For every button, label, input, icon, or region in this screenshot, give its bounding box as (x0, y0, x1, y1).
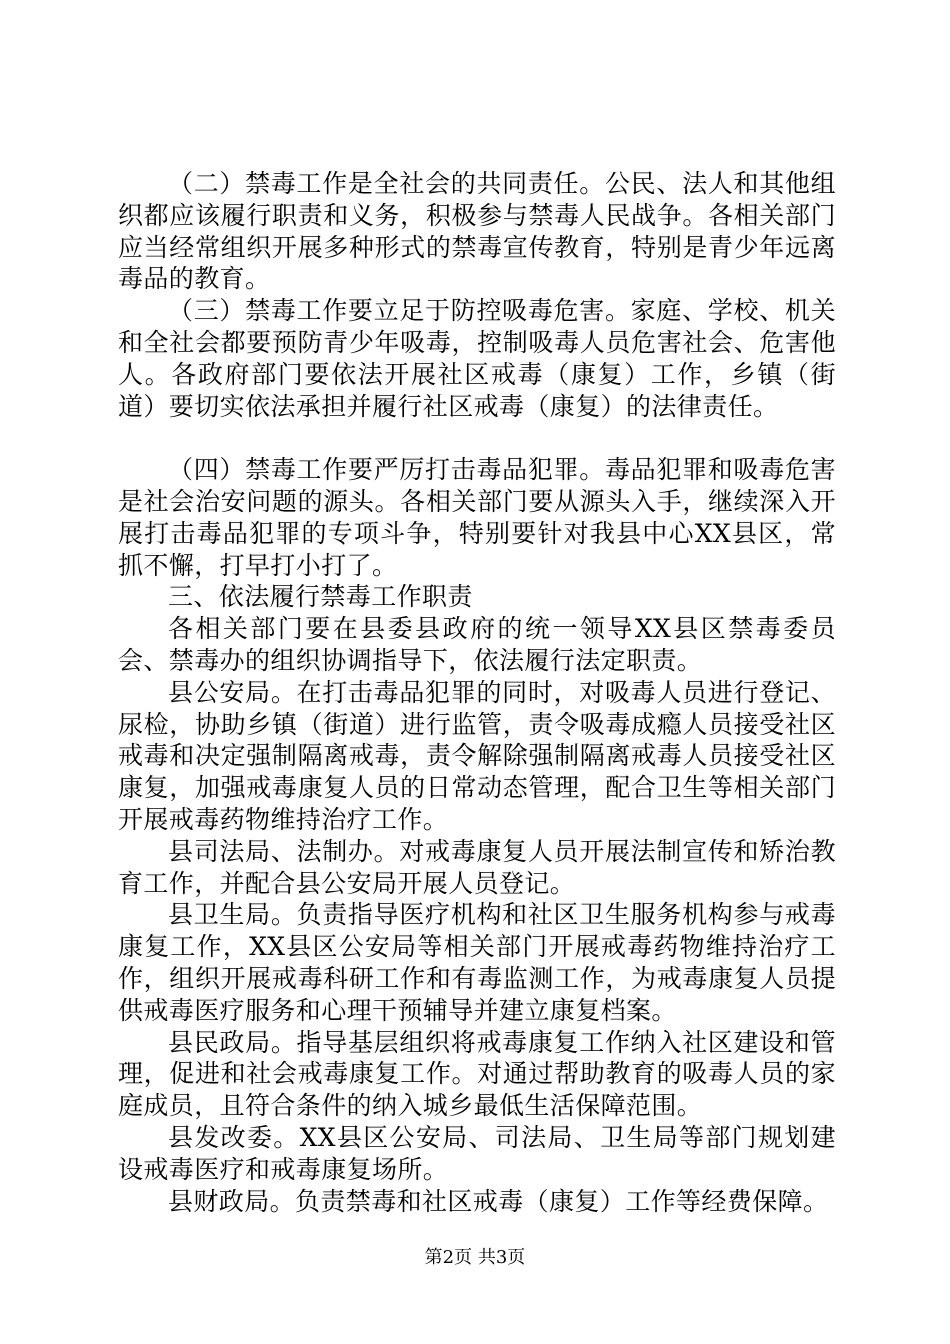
paragraph-finance: 县财政局。负责禁毒和社区戒毒（康复）工作等经费保障。 (168, 1186, 829, 1216)
page-number: 第2页 共3页 (424, 1247, 526, 1268)
paragraph-duties-intro: 各相关部门要在县委县政府的统一领导XX县区禁毒委员会、禁毒办的组织协调指导下，依法履行法定职责。 (118, 614, 836, 675)
paragraph-section-3: （三）禁毒工作要立足于防控吸毒危害。家庭、学校、机关和全社会都要预防青少年吸毒，控制吸毒人员危害社会、危害他人。各政府部门要依法开展社区戒毒（康复）工作，乡镇（街道）要切实依法承担并履行社区戒毒（康复）的法律责任。 (118, 296, 836, 421)
paragraph-public-security: 县公安局。在打击毒品犯罪的同时，对吸毒人员进行登记、尿检，协助乡镇（街道）进行监管，责令吸毒成瘾人员接受社区戒毒和决定强制隔离戒毒，责令解除强制隔离戒毒人员接受社区康复，加强戒毒康复人员的日常动态管理，配合卫生等相关部门开展戒毒药物维持治疗工作。 (118, 677, 836, 834)
paragraph-section-2: （二）禁毒工作是全社会的共同责任。公民、法人和其他组织都应该履行职责和义务，积极参与禁毒人民战争。各相关部门应当经常组织开展多种形式的禁毒宣传教育，特别是青少年远离毒品的教育。 (118, 169, 836, 294)
paragraph-development-reform: 县发改委。XX县区公安局、司法局、卫生局等部门规划建设戒毒医疗和戒毒康复场所。 (118, 1122, 836, 1184)
document-body (118, 168, 836, 1217)
section-heading-duties: 三、依法履行禁毒工作职责 (168, 582, 473, 612)
paragraph-civil-affairs: 县民政局。指导基层组织将戒毒康复工作纳入社区建设和管理，促进和社会戒毒康复工作。对通过帮助教育的吸毒人员的家庭成员，且符合条件的纳入城乡最低生活保障范围。 (118, 1027, 836, 1121)
paragraph-section-4: （四）禁毒工作要严厉打击毒品犯罪。毒品犯罪和吸毒危害是社会治安问题的源头。各相关部门要从源头入手，继续深入开展打击毒品犯罪的专项斗争，特别要针对我县中心XX县区，常抓不懈，打早打小打了。 (118, 455, 836, 580)
paragraph-health: 县卫生局。负责指导医疗机构和社区卫生服务机构参与戒毒康复工作，XX县区公安局等相关部门开展戒毒药物维持治疗工作，组织开展戒毒科研工作和有毒监测工作，为戒毒康复人员提供戒毒医疗服务和心理干预辅导并建立康复档案。 (118, 900, 836, 1025)
paragraph-justice: 县司法局、法制办。对戒毒康复人员开展法制宣传和矫治教育工作，并配合县公安局开展人员登记。 (118, 836, 836, 898)
